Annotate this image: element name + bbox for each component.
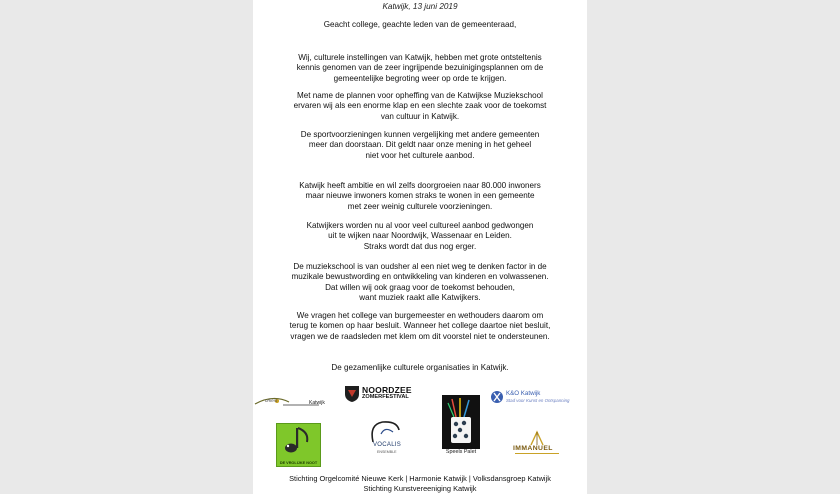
closing-line: De gezamenlijke culturele organisaties in Katwijk. [331,363,509,372]
ko-katwijk-logo: K&O Katwijk Stad voor Kunst en Ontspanning [489,388,587,412]
paragraph-3: De sportvoorzieningen kunnen vergelijking met andere gemeenten meer dan doorstaan. Dit geldt naar onze mening in het geheel niet voor het culturele aanbod. [300,130,540,160]
de-vrolijke-noot-logo: DE VROLIJKE NOOT [276,423,321,467]
footer-organisations: Stichting Orgelcomité Nieuwe Kerk | Harmonie Katwijk | Volksdansgroep Katwijk Stichting Kunstvereeniging Katwijk [289,474,551,493]
festival-shield-icon [344,385,360,403]
vocalis-logo: VOCALIS ENSEMBLE [359,418,409,458]
paragraph-5: Katwijkers worden nu al voor veel cultureel aanbod gedwongen uit te wijken naar Noordwijk, Wassenaar en Leiden. Straks wordt dat dus nog erger. [306,221,534,251]
immanuel-logo: IMMANUEL [511,430,563,458]
noordzee-zomerfestival-logo: NOORDZEE ZOMERFESTIVAL [344,384,428,406]
salutation: Geacht college, geachte leden van de gemeenteraad, [323,20,517,29]
letter-date: Katwijk, 13 juni 2019 [382,2,458,11]
paint-brushes-icon [442,395,480,449]
paragraph-6: De muziekschool is van oudsher al een niet weg te denken factor in de muzikale bewustwording en ontwikkeling van kinderen en volwassenen. Dat willen wij ook graag voor de toekomst behouden, want muziek raakt alle Katwijkers. [291,262,549,302]
immanuel-mark-icon [511,430,563,446]
ko-emblem-icon [490,389,504,405]
paragraph-7: We vragen het college van burgemeester en wethouders daarom om terug te komen op haar besluit. Wanneer het college daartoe niet besluit, vragen we de raadsleden met klem om dit voorstel niet te ondersteunen. [289,311,551,341]
speels-palet-label: Speels Palet [445,449,477,455]
katwijk-orchestra-logo: orkest Katwijk [253,388,327,414]
immanuel-divider [515,453,559,454]
paragraph-1: Wij, culturele instellingen van Katwijk, hebben met grote ontsteltenis kennis genomen van de zeer ingrijpende bezuinigingsplannen om de gemeentelijke begroting weer op orde te krijgen. [296,53,544,83]
speels-palet-logo [442,395,480,449]
paragraph-4: Katwijk heeft ambitie en wil zelfs doorgroeien naar 80.000 inwoners maar nieuwe inwoners komen straks te wonen in een gemeente met zeer weinig culturele voorzieningen. [299,181,541,211]
letter-page [253,0,587,494]
music-note-icon [277,424,320,458]
paragraph-2: Met name de plannen voor opheffing van de Katwijkse Muziekschool ervaren wij als een enorme klap en een slechte zaak voor de toekomst van cultuur in Katwijk. [293,91,547,121]
